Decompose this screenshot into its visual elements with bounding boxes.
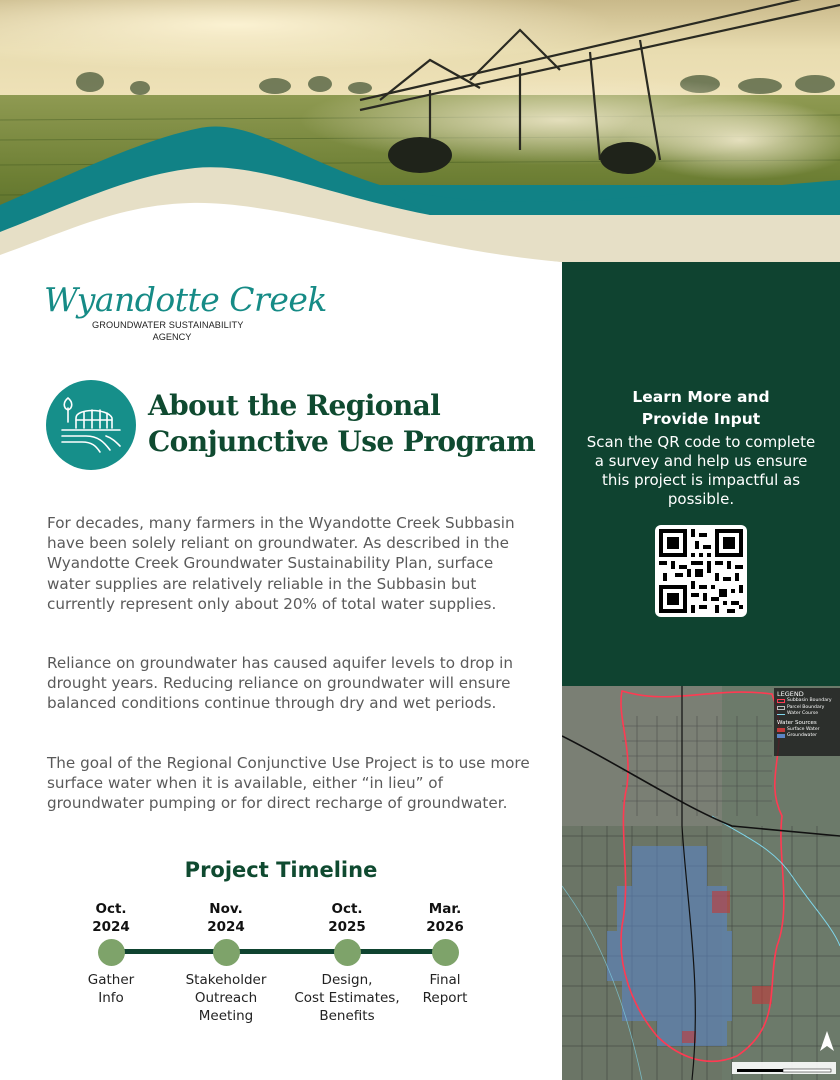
- timeline-label: Final Report: [422, 972, 468, 1006]
- legend-label: Surface Water: [787, 726, 820, 732]
- cta-title: Learn More and Provide Input: [632, 388, 770, 428]
- timeline-item: [161, 900, 291, 1025]
- timeline-label: Stakeholder Outreach Meeting: [185, 972, 267, 1024]
- legend-subtitle: Water Sources: [777, 719, 817, 726]
- subbasin-map: [562, 686, 840, 1080]
- timeline-dot: [213, 939, 240, 966]
- page-title: About the Regional Conjunctive Use Program: [148, 389, 536, 458]
- timeline-label: Design, Cost Estimates, Benefits: [294, 972, 400, 1024]
- timeline-dot: [334, 939, 361, 966]
- timeline-dot: [98, 939, 125, 966]
- logo-line-2: AGENCY: [152, 332, 192, 342]
- legend-item: [777, 711, 837, 718]
- timeline-item: [46, 900, 176, 1007]
- hero-photo: [0, 0, 840, 300]
- legend-label: Parcel Boundary: [787, 704, 825, 710]
- legend-label: Subbasin Boundary: [787, 698, 832, 703]
- wave-decoration: [0, 0, 840, 300]
- timeline-date: Oct. 2024: [92, 901, 130, 935]
- legend-item: [777, 733, 837, 740]
- qr-code-icon[interactable]: [655, 525, 747, 617]
- agency-logo: [44, 280, 327, 346]
- timeline-title: Project Timeline: [184, 858, 378, 882]
- timeline-date: Mar. 2026: [426, 901, 464, 935]
- cta-body: Scan the QR code to complete a survey and help us ensure this project is impactful as possible.: [586, 433, 816, 508]
- greenhouse-field-graphic: [46, 380, 136, 470]
- goal-paragraph: The goal of the Regional Conjunctive Use Project is to use more surface water when it is available, either “in lieu” of groundwater pumping or for direct recharge of groundwater.: [47, 754, 530, 813]
- map-legend: [774, 688, 840, 756]
- legend-title: LEGEND: [777, 690, 804, 698]
- legend-label: Groundwater: [787, 733, 817, 738]
- logo-script: Wyandotte Creek: [44, 280, 327, 319]
- timeline-date: Oct. 2025: [328, 901, 366, 935]
- timeline-label: Gather Info: [87, 972, 135, 1006]
- cta-panel: [562, 262, 840, 686]
- timeline-item: [380, 900, 510, 1007]
- qr-code-graphic: [659, 529, 743, 613]
- timeline-dot: [432, 939, 459, 966]
- timeline-date: Nov. 2024: [207, 901, 245, 935]
- logo-line-1: GROUNDWATER SUSTAINABILITY: [92, 320, 244, 330]
- legend-label: Water Course: [787, 711, 819, 716]
- greenhouse-field-icon: [46, 380, 136, 470]
- intro-paragraph: For decades, many farmers in the Wyandotte Creek Subbasin have been solely reliant on groundwater. As described in the Wyandotte Creek Groundwater Sustainability Plan, surface water supplies are relatively reliable in the Subbasin but currently represent only about 20% of total water supplies.: [47, 514, 515, 613]
- reliance-paragraph: Reliance on groundwater has caused aquifer levels to drop in drought years. Reducing reliance on groundwater will ensure balanced conditions continue through dry and wet periods.: [47, 654, 514, 713]
